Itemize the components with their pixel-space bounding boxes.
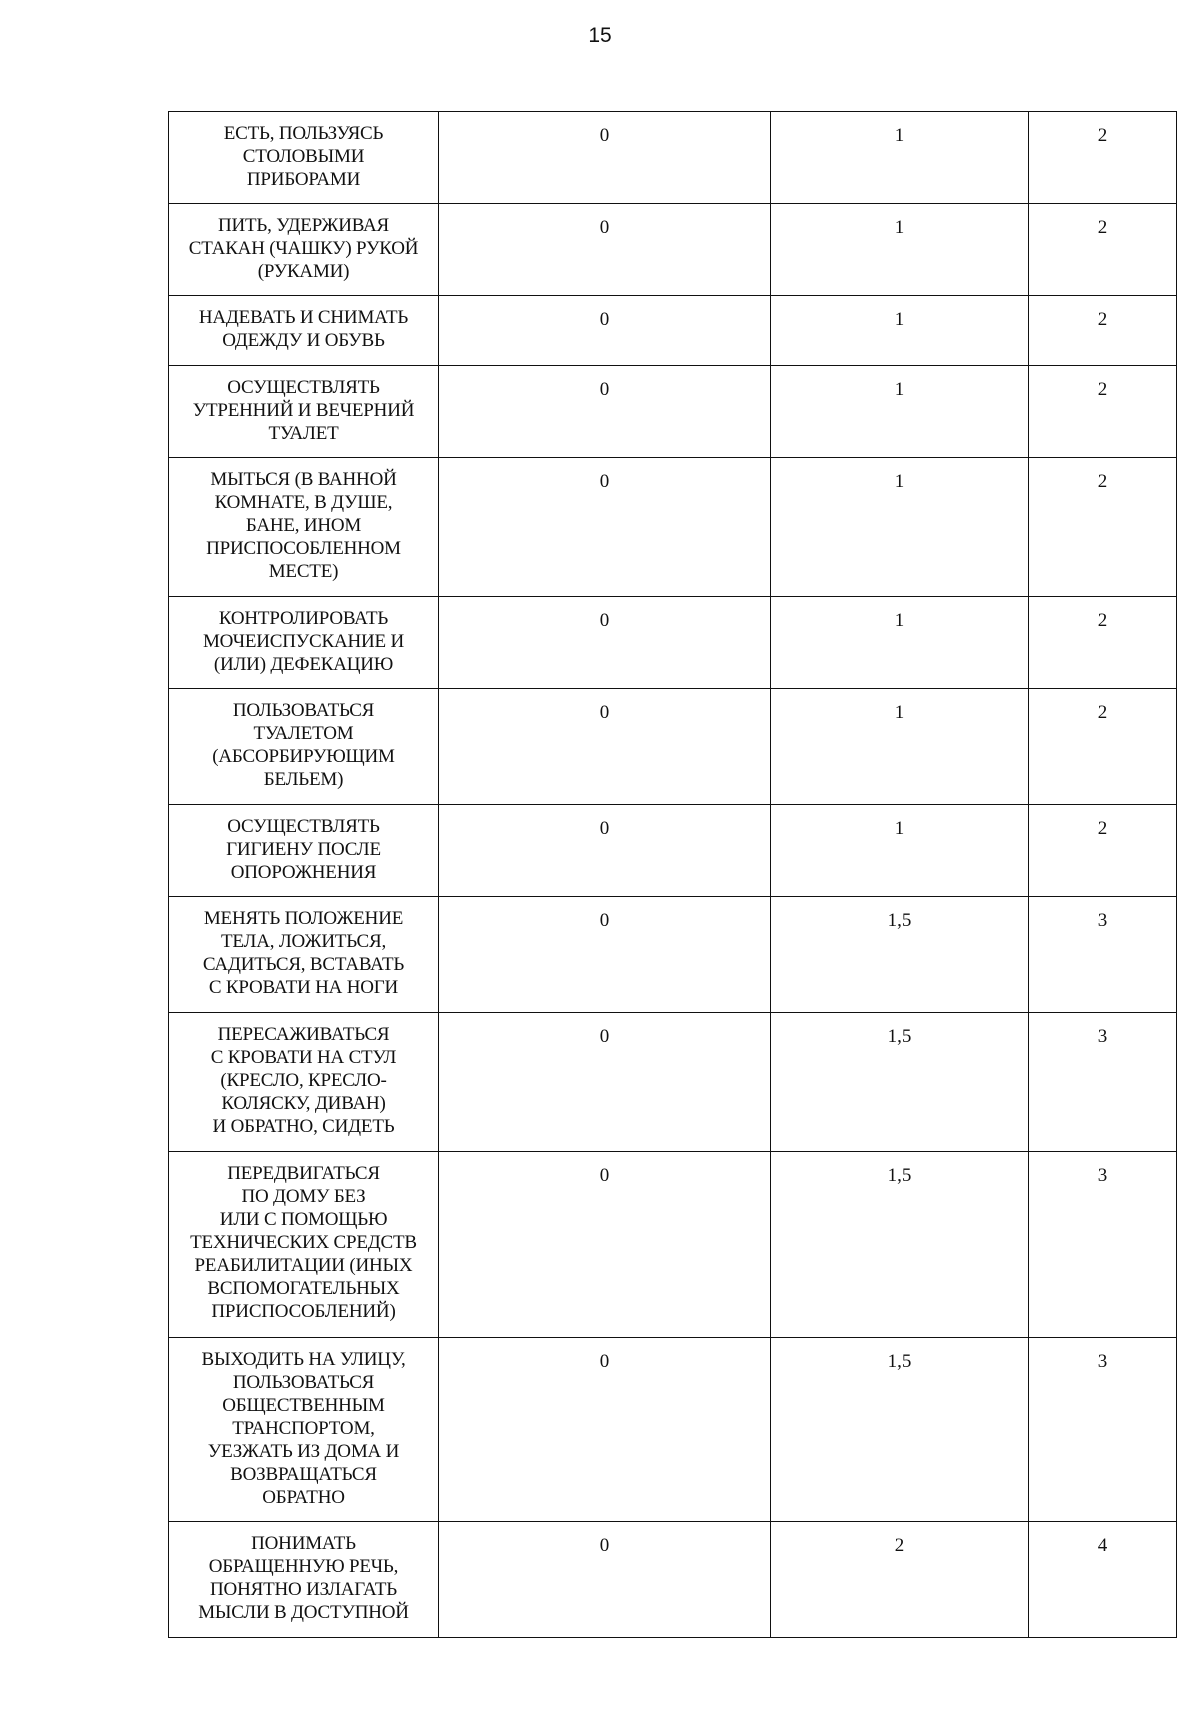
score-cell: 1 xyxy=(771,805,1029,897)
score-cell: 0 xyxy=(439,204,771,296)
score-cell: 2 xyxy=(1029,204,1177,296)
activity-cell: МЕНЯТЬ ПОЛОЖЕНИЕ ТЕЛА, ЛОЖИТЬСЯ, САДИТЬСЯ, ВСТАВАТЬ С КРОВАТИ НА НОГИ xyxy=(169,897,439,1013)
score-cell: 1 xyxy=(771,204,1029,296)
score-cell: 0 xyxy=(439,1152,771,1338)
score-cell: 2 xyxy=(771,1522,1029,1638)
score-cell: 2 xyxy=(1029,366,1177,458)
table-row xyxy=(169,1013,1177,1152)
score-cell: 2 xyxy=(1029,296,1177,366)
score-cell: 0 xyxy=(439,689,771,805)
score-cell: 3 xyxy=(1029,1152,1177,1338)
score-cell: 0 xyxy=(439,112,771,204)
score-cell: 0 xyxy=(439,897,771,1013)
score-cell: 2 xyxy=(1029,458,1177,597)
score-cell: 3 xyxy=(1029,1338,1177,1522)
table-row xyxy=(169,112,1177,204)
table-row xyxy=(169,897,1177,1013)
score-cell: 1 xyxy=(771,458,1029,597)
activity-score-table xyxy=(168,111,1177,1638)
table-row xyxy=(169,597,1177,689)
score-cell: 1,5 xyxy=(771,897,1029,1013)
score-cell: 0 xyxy=(439,1338,771,1522)
page-number: 15 xyxy=(588,24,612,47)
activity-cell: ПОЛЬЗОВАТЬСЯ ТУАЛЕТОМ (АБСОРБИРУЮЩИМ БЕЛЬЕМ) xyxy=(169,689,439,805)
score-cell: 1,5 xyxy=(771,1152,1029,1338)
table-row xyxy=(169,1522,1177,1638)
score-cell: 2 xyxy=(1029,689,1177,805)
activity-cell: ПОНИМАТЬ ОБРАЩЕННУЮ РЕЧЬ, ПОНЯТНО ИЗЛАГАТЬ МЫСЛИ В ДОСТУПНОЙ xyxy=(169,1522,439,1638)
activity-cell: МЫТЬСЯ (В ВАННОЙ КОМНАТЕ, В ДУШЕ, БАНЕ, ИНОМ ПРИСПОСОБЛЕННОМ МЕСТЕ) xyxy=(169,458,439,597)
score-cell: 1,5 xyxy=(771,1338,1029,1522)
score-cell: 1 xyxy=(771,366,1029,458)
table-row xyxy=(169,1152,1177,1338)
activity-cell: КОНТРОЛИРОВАТЬ МОЧЕИСПУСКАНИЕ И (ИЛИ) ДЕФЕКАЦИЮ xyxy=(169,597,439,689)
score-cell: 0 xyxy=(439,597,771,689)
table-row xyxy=(169,296,1177,366)
activity-cell: ОСУЩЕСТВЛЯТЬ УТРЕННИЙ И ВЕЧЕРНИЙ ТУАЛЕТ xyxy=(169,366,439,458)
score-cell: 4 xyxy=(1029,1522,1177,1638)
score-cell: 2 xyxy=(1029,597,1177,689)
score-cell: 0 xyxy=(439,1013,771,1152)
table-row xyxy=(169,1338,1177,1522)
table-row xyxy=(169,458,1177,597)
table-row xyxy=(169,204,1177,296)
score-cell: 0 xyxy=(439,296,771,366)
activity-cell: НАДЕВАТЬ И СНИМАТЬ ОДЕЖДУ И ОБУВЬ xyxy=(169,296,439,366)
score-cell: 3 xyxy=(1029,1013,1177,1152)
activity-cell: ПЕРЕСАЖИВАТЬСЯ С КРОВАТИ НА СТУЛ (КРЕСЛО, КРЕСЛО- КОЛЯСКУ, ДИВАН) И ОБРАТНО, СИДЕТЬ xyxy=(169,1013,439,1152)
activity-cell: ПЕРЕДВИГАТЬСЯ ПО ДОМУ БЕЗ ИЛИ С ПОМОЩЬЮ ТЕХНИЧЕСКИХ СРЕДСТВ РЕАБИЛИТАЦИИ (ИНЫХ ВСПОМОГАТЕЛЬНЫХ ПРИСПОСОБЛЕНИЙ) xyxy=(169,1152,439,1338)
score-cell: 2 xyxy=(1029,112,1177,204)
activity-cell: ПИТЬ, УДЕРЖИВАЯ СТАКАН (ЧАШКУ) РУКОЙ (РУКАМИ) xyxy=(169,204,439,296)
score-cell: 0 xyxy=(439,458,771,597)
score-cell: 1 xyxy=(771,296,1029,366)
score-cell: 0 xyxy=(439,805,771,897)
score-cell: 2 xyxy=(1029,805,1177,897)
table-body xyxy=(169,112,1177,1638)
score-cell: 0 xyxy=(439,366,771,458)
table-row xyxy=(169,366,1177,458)
score-cell: 1,5 xyxy=(771,1013,1029,1152)
activity-cell: ЕСТЬ, ПОЛЬЗУЯСЬ СТОЛОВЫМИ ПРИБОРАМИ xyxy=(169,112,439,204)
score-cell: 1 xyxy=(771,689,1029,805)
activity-cell: ОСУЩЕСТВЛЯТЬ ГИГИЕНУ ПОСЛЕ ОПОРОЖНЕНИЯ xyxy=(169,805,439,897)
score-cell: 1 xyxy=(771,112,1029,204)
score-cell: 1 xyxy=(771,597,1029,689)
table-row xyxy=(169,805,1177,897)
score-cell: 0 xyxy=(439,1522,771,1638)
score-cell: 3 xyxy=(1029,897,1177,1013)
table-row xyxy=(169,689,1177,805)
activity-cell: ВЫХОДИТЬ НА УЛИЦУ, ПОЛЬЗОВАТЬСЯ ОБЩЕСТВЕННЫМ ТРАНСПОРТОМ, УЕЗЖАТЬ ИЗ ДОМА И ВОЗВРАЩАТЬСЯ ОБРАТНО xyxy=(169,1338,439,1522)
